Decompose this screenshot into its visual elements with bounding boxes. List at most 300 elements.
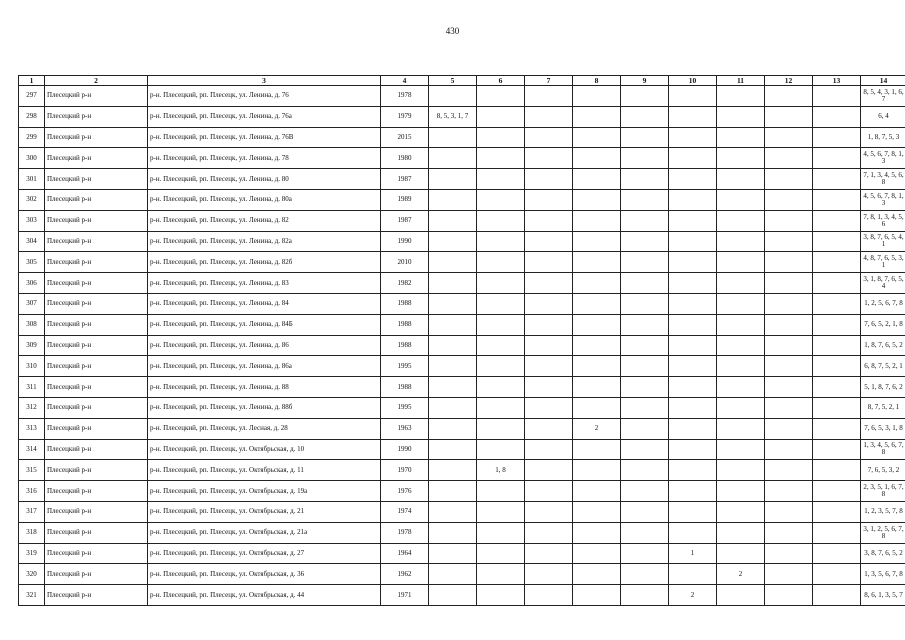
col12-cell — [765, 127, 813, 148]
table-row — [19, 86, 905, 107]
col9-cell — [621, 397, 669, 418]
col12-cell — [765, 543, 813, 564]
col6-cell — [477, 293, 525, 314]
col5-cell — [429, 418, 477, 439]
district-cell: Плесецкий р-н — [45, 460, 148, 481]
col12-cell — [765, 231, 813, 252]
col9-cell — [621, 127, 669, 148]
district-cell: Плесецкий р-н — [45, 106, 148, 127]
col13-cell — [813, 189, 861, 210]
col7-cell — [525, 210, 573, 231]
row-number: 305 — [19, 252, 45, 273]
district-cell: Плесецкий р-н — [45, 522, 148, 543]
district-cell: Плесецкий р-н — [45, 585, 148, 606]
row-number: 297 — [19, 86, 45, 107]
col6-cell — [477, 356, 525, 377]
col12-cell — [765, 86, 813, 107]
col8-cell — [573, 106, 621, 127]
col9-cell — [621, 273, 669, 294]
col11-cell — [717, 522, 765, 543]
col9-cell — [621, 377, 669, 398]
table-row — [19, 314, 905, 335]
col5-cell — [429, 252, 477, 273]
col6-cell — [477, 585, 525, 606]
col9-cell — [621, 356, 669, 377]
table-row — [19, 169, 905, 190]
table-row — [19, 335, 905, 356]
row-number: 298 — [19, 106, 45, 127]
col12-cell — [765, 585, 813, 606]
col12-cell — [765, 481, 813, 502]
col7-cell — [525, 481, 573, 502]
column-header-14: 14 — [861, 76, 905, 86]
table-row — [19, 210, 905, 231]
col11-cell — [717, 460, 765, 481]
address-cell: р-н. Плесецкий, рп. Плесецк, ул. Октябрьская, д. 44 — [148, 585, 381, 606]
col8-cell — [573, 481, 621, 502]
col14-cell: 1, 2, 5, 6, 7, 8 — [861, 293, 905, 314]
table-body — [19, 86, 905, 606]
table-row — [19, 148, 905, 169]
year-cell: 1995 — [381, 397, 429, 418]
col6-cell: 1, 8 — [477, 460, 525, 481]
col7-cell — [525, 418, 573, 439]
column-header-4: 4 — [381, 76, 429, 86]
col14-cell: 8, 6, 1, 3, 5, 7 — [861, 585, 905, 606]
col8-cell — [573, 543, 621, 564]
col11-cell — [717, 439, 765, 460]
col10-cell — [669, 106, 717, 127]
col8-cell — [573, 439, 621, 460]
col10-cell — [669, 252, 717, 273]
col9-cell — [621, 189, 669, 210]
col10-cell — [669, 189, 717, 210]
table-row — [19, 460, 905, 481]
header-row — [19, 76, 905, 86]
col9-cell — [621, 293, 669, 314]
col12-cell — [765, 252, 813, 273]
col7-cell — [525, 293, 573, 314]
table-row — [19, 106, 905, 127]
col5-cell — [429, 314, 477, 335]
col10-cell — [669, 210, 717, 231]
col9-cell — [621, 148, 669, 169]
col6-cell — [477, 314, 525, 335]
col13-cell — [813, 293, 861, 314]
address-cell: р-н. Плесецкий, рп. Плесецк, ул. Лесная, д. 28 — [148, 418, 381, 439]
col13-cell — [813, 335, 861, 356]
col12-cell — [765, 397, 813, 418]
col13-cell — [813, 127, 861, 148]
col5-cell — [429, 439, 477, 460]
col12-cell — [765, 314, 813, 335]
column-header-8: 8 — [573, 76, 621, 86]
col10-cell — [669, 273, 717, 294]
table-row — [19, 564, 905, 585]
col6-cell — [477, 335, 525, 356]
col8-cell — [573, 522, 621, 543]
table-row — [19, 522, 905, 543]
col11-cell — [717, 127, 765, 148]
column-header-5: 5 — [429, 76, 477, 86]
col11-cell — [717, 397, 765, 418]
col6-cell — [477, 106, 525, 127]
col14-cell: 2, 3, 5, 1, 6, 7, 8 — [861, 481, 905, 502]
col7-cell — [525, 377, 573, 398]
col9-cell — [621, 106, 669, 127]
column-header-12: 12 — [765, 76, 813, 86]
col13-cell — [813, 439, 861, 460]
col13-cell — [813, 169, 861, 190]
table-row — [19, 397, 905, 418]
col7-cell — [525, 252, 573, 273]
col6-cell — [477, 169, 525, 190]
col5-cell: 8, 5, 3, 1, 7 — [429, 106, 477, 127]
col11-cell — [717, 273, 765, 294]
col11-cell — [717, 377, 765, 398]
col11-cell — [717, 252, 765, 273]
col13-cell — [813, 522, 861, 543]
column-header-13: 13 — [813, 76, 861, 86]
district-cell: Плесецкий р-н — [45, 314, 148, 335]
col9-cell — [621, 460, 669, 481]
row-number: 306 — [19, 273, 45, 294]
year-cell: 1979 — [381, 106, 429, 127]
col9-cell — [621, 481, 669, 502]
col6-cell — [477, 148, 525, 169]
col10-cell — [669, 169, 717, 190]
col8-cell — [573, 127, 621, 148]
col6-cell — [477, 439, 525, 460]
col9-cell — [621, 252, 669, 273]
row-number: 313 — [19, 418, 45, 439]
column-header-1: 1 — [19, 76, 45, 86]
col5-cell — [429, 460, 477, 481]
row-number: 300 — [19, 148, 45, 169]
col7-cell — [525, 564, 573, 585]
col7-cell — [525, 169, 573, 190]
col6-cell — [477, 86, 525, 107]
col14-cell: 4, 5, 6, 7, 8, 1, 3 — [861, 189, 905, 210]
district-cell: Плесецкий р-н — [45, 169, 148, 190]
address-cell: р-н. Плесецкий, рп. Плесецк, ул. Ленина, д. 84 — [148, 293, 381, 314]
col5-cell — [429, 273, 477, 294]
col13-cell — [813, 585, 861, 606]
col11-cell — [717, 418, 765, 439]
column-header-9: 9 — [621, 76, 669, 86]
year-cell: 1963 — [381, 418, 429, 439]
district-cell: Плесецкий р-н — [45, 231, 148, 252]
col14-cell: 7, 8, 1, 3, 4, 5, 6 — [861, 210, 905, 231]
col12-cell — [765, 293, 813, 314]
col6-cell — [477, 210, 525, 231]
col12-cell — [765, 148, 813, 169]
year-cell: 1988 — [381, 293, 429, 314]
col5-cell — [429, 522, 477, 543]
col7-cell — [525, 189, 573, 210]
year-cell: 2015 — [381, 127, 429, 148]
address-cell: р-н. Плесецкий, рп. Плесецк, ул. Ленина, д. 76а — [148, 106, 381, 127]
row-number: 318 — [19, 522, 45, 543]
year-cell: 1989 — [381, 189, 429, 210]
register-table — [18, 75, 905, 606]
col8-cell — [573, 252, 621, 273]
col11-cell — [717, 501, 765, 522]
col5-cell — [429, 501, 477, 522]
col6-cell — [477, 189, 525, 210]
address-cell: р-н. Плесецкий, рп. Плесецк, ул. Ленина, д. 76В — [148, 127, 381, 148]
col14-cell: 7, 6, 5, 3, 1, 8 — [861, 418, 905, 439]
district-cell: Плесецкий р-н — [45, 397, 148, 418]
col5-cell — [429, 377, 477, 398]
col8-cell — [573, 231, 621, 252]
district-cell: Плесецкий р-н — [45, 356, 148, 377]
address-cell: р-н. Плесецкий, рп. Плесецк, ул. Октябрьская, д. 19а — [148, 481, 381, 502]
col7-cell — [525, 231, 573, 252]
col8-cell — [573, 293, 621, 314]
address-cell: р-н. Плесецкий, рп. Плесецк, ул. Ленина, д. 84Б — [148, 314, 381, 335]
row-number: 316 — [19, 481, 45, 502]
col7-cell — [525, 522, 573, 543]
col12-cell — [765, 439, 813, 460]
district-cell: Плесецкий р-н — [45, 210, 148, 231]
col10-cell — [669, 439, 717, 460]
col5-cell — [429, 189, 477, 210]
col14-cell: 3, 1, 8, 7, 6, 5, 4 — [861, 273, 905, 294]
col9-cell — [621, 335, 669, 356]
col6-cell — [477, 252, 525, 273]
col6-cell — [477, 522, 525, 543]
district-cell: Плесецкий р-н — [45, 439, 148, 460]
col12-cell — [765, 210, 813, 231]
col8-cell — [573, 564, 621, 585]
col11-cell — [717, 189, 765, 210]
address-cell: р-н. Плесецкий, рп. Плесецк, ул. Ленина, д. 82 — [148, 210, 381, 231]
year-cell: 1987 — [381, 169, 429, 190]
col14-cell: 3, 1, 2, 5, 6, 7, 8 — [861, 522, 905, 543]
col8-cell — [573, 189, 621, 210]
col5-cell — [429, 169, 477, 190]
col5-cell — [429, 86, 477, 107]
year-cell: 1990 — [381, 231, 429, 252]
col12-cell — [765, 377, 813, 398]
district-cell: Плесецкий р-н — [45, 127, 148, 148]
table-row — [19, 273, 905, 294]
address-cell: р-н. Плесецкий, рп. Плесецк, ул. Ленина, д. 80а — [148, 189, 381, 210]
row-number: 319 — [19, 543, 45, 564]
col10-cell — [669, 481, 717, 502]
district-cell: Плесецкий р-н — [45, 86, 148, 107]
col6-cell — [477, 481, 525, 502]
col7-cell — [525, 148, 573, 169]
col13-cell — [813, 273, 861, 294]
column-header-7: 7 — [525, 76, 573, 86]
col8-cell — [573, 356, 621, 377]
year-cell: 1988 — [381, 314, 429, 335]
col14-cell: 1, 3, 5, 6, 7, 8 — [861, 564, 905, 585]
year-cell: 2010 — [381, 252, 429, 273]
year-cell: 1982 — [381, 273, 429, 294]
col5-cell — [429, 564, 477, 585]
col14-cell: 3, 8, 7, 6, 5, 4, 1 — [861, 231, 905, 252]
row-number: 320 — [19, 564, 45, 585]
col11-cell — [717, 148, 765, 169]
col5-cell — [429, 397, 477, 418]
col14-cell: 7, 6, 5, 2, 1, 8 — [861, 314, 905, 335]
col11-cell — [717, 585, 765, 606]
col10-cell — [669, 335, 717, 356]
address-cell: р-н. Плесецкий, рп. Плесецк, ул. Ленина, д. 88б — [148, 397, 381, 418]
col12-cell — [765, 169, 813, 190]
row-number: 302 — [19, 189, 45, 210]
col5-cell — [429, 481, 477, 502]
row-number: 307 — [19, 293, 45, 314]
row-number: 304 — [19, 231, 45, 252]
col8-cell — [573, 273, 621, 294]
col11-cell — [717, 169, 765, 190]
address-cell: р-н. Плесецкий, рп. Плесецк, ул. Ленина, д. 83 — [148, 273, 381, 294]
col12-cell — [765, 522, 813, 543]
table-row — [19, 481, 905, 502]
address-cell: р-н. Плесецкий, рп. Плесецк, ул. Ленина, д. 86а — [148, 356, 381, 377]
page-number: 430 — [445, 26, 460, 36]
col7-cell — [525, 356, 573, 377]
address-cell: р-н. Плесецкий, рп. Плесецк, ул. Ленина, д. 80 — [148, 169, 381, 190]
table-row — [19, 252, 905, 273]
col5-cell — [429, 231, 477, 252]
year-cell: 1974 — [381, 501, 429, 522]
col7-cell — [525, 106, 573, 127]
address-cell: р-н. Плесецкий, рп. Плесецк, ул. Ленина, д. 82б — [148, 252, 381, 273]
col14-cell: 4, 5, 6, 7, 8, 1, 3 — [861, 148, 905, 169]
col14-cell: 6, 8, 7, 5, 2, 1 — [861, 356, 905, 377]
col14-cell: 7, 1, 3, 4, 5, 6, 8 — [861, 169, 905, 190]
col11-cell — [717, 210, 765, 231]
col6-cell — [477, 127, 525, 148]
col8-cell — [573, 169, 621, 190]
col9-cell — [621, 169, 669, 190]
col13-cell — [813, 231, 861, 252]
column-header-10: 10 — [669, 76, 717, 86]
col13-cell — [813, 106, 861, 127]
col9-cell — [621, 501, 669, 522]
col7-cell — [525, 543, 573, 564]
col5-cell — [429, 543, 477, 564]
address-cell: р-н. Плесецкий, рп. Плесецк, ул. Ленина, д. 86 — [148, 335, 381, 356]
col11-cell — [717, 356, 765, 377]
col13-cell — [813, 86, 861, 107]
col9-cell — [621, 210, 669, 231]
col12-cell — [765, 189, 813, 210]
col6-cell — [477, 418, 525, 439]
table-row — [19, 439, 905, 460]
col13-cell — [813, 397, 861, 418]
col14-cell: 7, 6, 5, 3, 2 — [861, 460, 905, 481]
row-number: 308 — [19, 314, 45, 335]
col9-cell — [621, 314, 669, 335]
address-cell: р-н. Плесецкий, рп. Плесецк, ул. Ленина, д. 82а — [148, 231, 381, 252]
col5-cell — [429, 293, 477, 314]
col7-cell — [525, 460, 573, 481]
col12-cell — [765, 356, 813, 377]
col12-cell — [765, 418, 813, 439]
col10-cell: 2 — [669, 585, 717, 606]
col10-cell — [669, 314, 717, 335]
col5-cell — [429, 148, 477, 169]
row-number: 309 — [19, 335, 45, 356]
column-header-6: 6 — [477, 76, 525, 86]
col6-cell — [477, 273, 525, 294]
col14-cell: 5, 1, 8, 7, 6, 2 — [861, 377, 905, 398]
col6-cell — [477, 231, 525, 252]
col14-cell: 4, 8, 7, 6, 5, 3, 1 — [861, 252, 905, 273]
col8-cell — [573, 501, 621, 522]
col5-cell — [429, 210, 477, 231]
col14-cell: 8, 5, 4, 3, 1, 6, 7 — [861, 86, 905, 107]
table-row — [19, 189, 905, 210]
row-number: 321 — [19, 585, 45, 606]
district-cell: Плесецкий р-н — [45, 252, 148, 273]
col7-cell — [525, 585, 573, 606]
col12-cell — [765, 273, 813, 294]
col14-cell: 1, 3, 4, 5, 6, 7, 8 — [861, 439, 905, 460]
row-number: 311 — [19, 377, 45, 398]
district-cell: Плесецкий р-н — [45, 148, 148, 169]
col13-cell — [813, 481, 861, 502]
col6-cell — [477, 397, 525, 418]
col13-cell — [813, 377, 861, 398]
col12-cell — [765, 564, 813, 585]
col14-cell: 1, 8, 7, 5, 3 — [861, 127, 905, 148]
col10-cell — [669, 293, 717, 314]
col7-cell — [525, 273, 573, 294]
table-row — [19, 127, 905, 148]
col14-cell: 6, 4 — [861, 106, 905, 127]
district-cell: Плесецкий р-н — [45, 418, 148, 439]
col6-cell — [477, 377, 525, 398]
year-cell: 1976 — [381, 481, 429, 502]
col8-cell: 2 — [573, 418, 621, 439]
col9-cell — [621, 231, 669, 252]
col7-cell — [525, 314, 573, 335]
column-header-11: 11 — [717, 76, 765, 86]
col5-cell — [429, 127, 477, 148]
col7-cell — [525, 397, 573, 418]
col6-cell — [477, 543, 525, 564]
col10-cell — [669, 397, 717, 418]
col12-cell — [765, 460, 813, 481]
col6-cell — [477, 564, 525, 585]
col11-cell — [717, 481, 765, 502]
col8-cell — [573, 377, 621, 398]
col13-cell — [813, 543, 861, 564]
address-cell: р-н. Плесецкий, рп. Плесецк, ул. Октябрьская, д. 10 — [148, 439, 381, 460]
col14-cell: 1, 2, 3, 5, 7, 8 — [861, 501, 905, 522]
col11-cell — [717, 293, 765, 314]
col10-cell — [669, 522, 717, 543]
col11-cell — [717, 314, 765, 335]
year-cell: 1988 — [381, 335, 429, 356]
col10-cell — [669, 564, 717, 585]
col8-cell — [573, 210, 621, 231]
col12-cell — [765, 501, 813, 522]
col9-cell — [621, 418, 669, 439]
col14-cell: 1, 8, 7, 6, 5, 2 — [861, 335, 905, 356]
col11-cell: 2 — [717, 564, 765, 585]
table-row — [19, 293, 905, 314]
address-cell: р-н. Плесецкий, рп. Плесецк, ул. Ленина, д. 78 — [148, 148, 381, 169]
col8-cell — [573, 148, 621, 169]
